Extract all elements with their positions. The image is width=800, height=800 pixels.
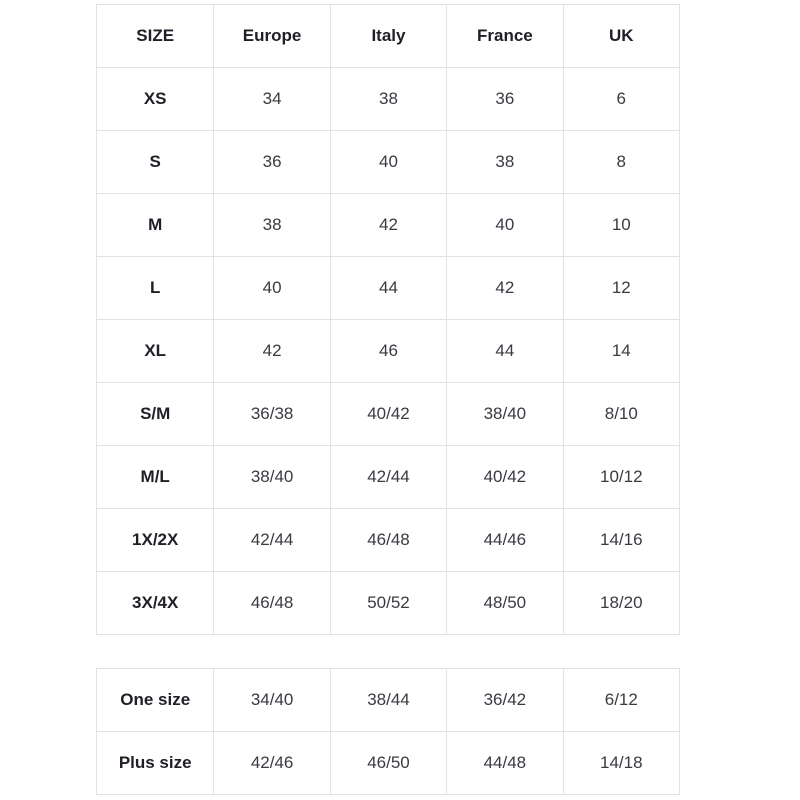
table-row <box>97 383 680 446</box>
cell-france: 40 <box>447 194 563 257</box>
cell-uk: 14 <box>563 320 679 383</box>
cell-europe: 38/40 <box>214 446 330 509</box>
cell-uk: 8/10 <box>563 383 679 446</box>
cell-uk: 10/12 <box>563 446 679 509</box>
cell-italy: 46/48 <box>330 509 446 572</box>
main-size-table <box>96 4 680 635</box>
cell-uk: 6/12 <box>563 669 679 732</box>
cell-italy: 42 <box>330 194 446 257</box>
cell-europe: 34/40 <box>214 669 330 732</box>
table-row <box>97 194 680 257</box>
cell-france: 38/40 <box>447 383 563 446</box>
cell-italy: 50/52 <box>330 572 446 635</box>
cell-italy: 38/44 <box>330 669 446 732</box>
column-header-size: SIZE <box>97 5 214 68</box>
cell-uk: 18/20 <box>563 572 679 635</box>
cell-europe: 46/48 <box>214 572 330 635</box>
cell-france: 44 <box>447 320 563 383</box>
cell-france: 44/48 <box>447 732 563 795</box>
row-label: S <box>97 131 214 194</box>
row-label: 1X/2X <box>97 509 214 572</box>
one-size-table <box>96 668 680 795</box>
row-label: XL <box>97 320 214 383</box>
cell-europe: 36 <box>214 131 330 194</box>
table-row <box>97 732 680 795</box>
column-header-uk: UK <box>563 5 679 68</box>
cell-europe: 34 <box>214 68 330 131</box>
cell-europe: 36/38 <box>214 383 330 446</box>
row-label: S/M <box>97 383 214 446</box>
table-row <box>97 669 680 732</box>
cell-italy: 38 <box>330 68 446 131</box>
cell-uk: 14/18 <box>563 732 679 795</box>
row-label: L <box>97 257 214 320</box>
cell-france: 40/42 <box>447 446 563 509</box>
table-row <box>97 68 680 131</box>
cell-italy: 42/44 <box>330 446 446 509</box>
cell-france: 48/50 <box>447 572 563 635</box>
row-label: 3X/4X <box>97 572 214 635</box>
cell-uk: 8 <box>563 131 679 194</box>
cell-europe: 38 <box>214 194 330 257</box>
cell-italy: 46 <box>330 320 446 383</box>
table-row <box>97 509 680 572</box>
cell-italy: 44 <box>330 257 446 320</box>
column-header-france: France <box>447 5 563 68</box>
cell-uk: 6 <box>563 68 679 131</box>
cell-france: 44/46 <box>447 509 563 572</box>
cell-uk: 14/16 <box>563 509 679 572</box>
cell-france: 36/42 <box>447 669 563 732</box>
row-label: One size <box>97 669 214 732</box>
cell-europe: 40 <box>214 257 330 320</box>
table-row <box>97 446 680 509</box>
one-size-table-container <box>96 668 680 795</box>
cell-europe: 42 <box>214 320 330 383</box>
cell-uk: 10 <box>563 194 679 257</box>
table-header-row <box>97 5 680 68</box>
cell-italy: 46/50 <box>330 732 446 795</box>
cell-europe: 42/46 <box>214 732 330 795</box>
column-header-europe: Europe <box>214 5 330 68</box>
cell-france: 38 <box>447 131 563 194</box>
cell-france: 36 <box>447 68 563 131</box>
row-label: M <box>97 194 214 257</box>
cell-uk: 12 <box>563 257 679 320</box>
cell-europe: 42/44 <box>214 509 330 572</box>
main-size-table-container <box>96 4 680 635</box>
table-row <box>97 572 680 635</box>
column-header-italy: Italy <box>330 5 446 68</box>
cell-france: 42 <box>447 257 563 320</box>
row-label: XS <box>97 68 214 131</box>
cell-italy: 40 <box>330 131 446 194</box>
table-row <box>97 320 680 383</box>
table-row <box>97 131 680 194</box>
row-label: Plus size <box>97 732 214 795</box>
cell-italy: 40/42 <box>330 383 446 446</box>
row-label: M/L <box>97 446 214 509</box>
table-row <box>97 257 680 320</box>
